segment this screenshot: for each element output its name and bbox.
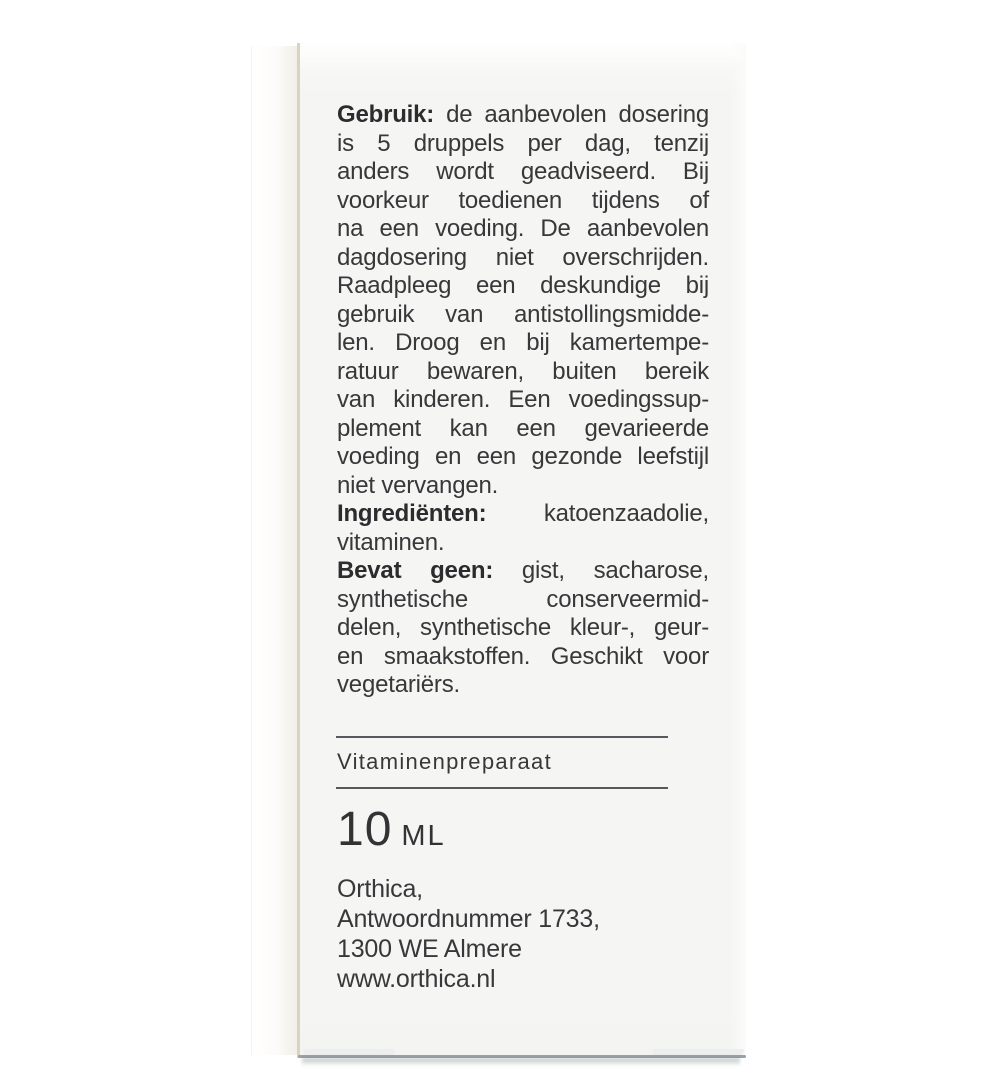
label-text-line	[337, 415, 709, 444]
label-text-line	[337, 557, 709, 586]
line-text: synthetische conserveermid-	[337, 585, 709, 613]
label-text-line	[337, 329, 709, 358]
label-body-text	[337, 101, 709, 700]
label-text-line	[337, 500, 709, 529]
box-drop-shadow	[302, 1058, 740, 1066]
volume-label	[337, 803, 446, 856]
label-text-line	[337, 272, 709, 301]
line-text: anders wordt geadviseerd. Bij	[337, 158, 709, 185]
label-text-line	[337, 643, 709, 672]
label-text-line	[337, 614, 709, 643]
box-side-panel	[251, 46, 298, 1055]
section-heading: Bevat geen:	[337, 557, 494, 584]
line-text: dagdosering niet overschrijden.	[337, 243, 709, 271]
line-text: is 5 druppels per dag, tenzij	[337, 129, 709, 157]
label-text-line	[337, 158, 709, 187]
category-label: Vitaminenpreparaat	[337, 749, 553, 774]
divider-rule-top	[336, 736, 668, 738]
volume-number: 10	[337, 803, 393, 856]
line-text: voeding en een gezonde leefstijl	[337, 443, 709, 470]
line-text: vegetariërs.	[337, 671, 460, 698]
line-text: ratuur bewaren, buiten bereik	[337, 357, 709, 385]
line-text: katoenzaadolie,	[486, 500, 709, 527]
label-text-line	[337, 671, 709, 700]
volume-unit: ML	[401, 820, 446, 852]
label-text-line	[337, 443, 709, 472]
line-text: na een voeding. De aanbevolen	[337, 215, 709, 242]
label-text-line	[337, 472, 709, 501]
line-text: de aanbevolen dosering	[434, 101, 709, 128]
label-text-line	[337, 386, 709, 415]
address-line: www.orthica.nl	[337, 965, 496, 993]
line-text: plement kan een gevarieerde	[337, 414, 709, 442]
manufacturer-address	[337, 874, 600, 994]
line-text: delen, synthetische kleur-, geur-	[337, 614, 709, 641]
line-text: gebruik van antistollingsmidde-	[337, 300, 709, 328]
address-line: Antwoordnummer 1733,	[337, 905, 600, 933]
label-text-line	[337, 130, 709, 159]
label-text-line	[337, 244, 709, 273]
section-heading: Ingrediënten:	[337, 500, 487, 527]
label-text-line	[337, 101, 709, 130]
line-text: voorkeur toedienen tijdens of	[337, 186, 709, 214]
line-text: en smaakstoffen. Geschikt voor	[337, 642, 709, 670]
line-text: vitaminen.	[337, 528, 445, 556]
line-text: len. Droog en bij kamertempe-	[337, 329, 709, 356]
label-text-line	[337, 187, 709, 216]
label-text-line	[337, 358, 709, 387]
line-text: Raadpleeg een deskundige bij	[337, 272, 709, 299]
line-text: niet vervangen.	[337, 471, 499, 499]
label-text-line	[337, 586, 709, 615]
address-line: 1300 WE Almere	[337, 935, 522, 963]
label-text-line	[337, 215, 709, 244]
address-line: Orthica,	[337, 875, 423, 903]
section-heading: Gebruik:	[337, 101, 435, 128]
divider-rule-bottom	[336, 787, 668, 789]
label-text-line	[337, 529, 709, 558]
label-text-line	[337, 301, 709, 330]
line-text: van kinderen. Een voedingssup-	[337, 386, 709, 413]
line-text: gist, sacharose,	[493, 557, 709, 584]
